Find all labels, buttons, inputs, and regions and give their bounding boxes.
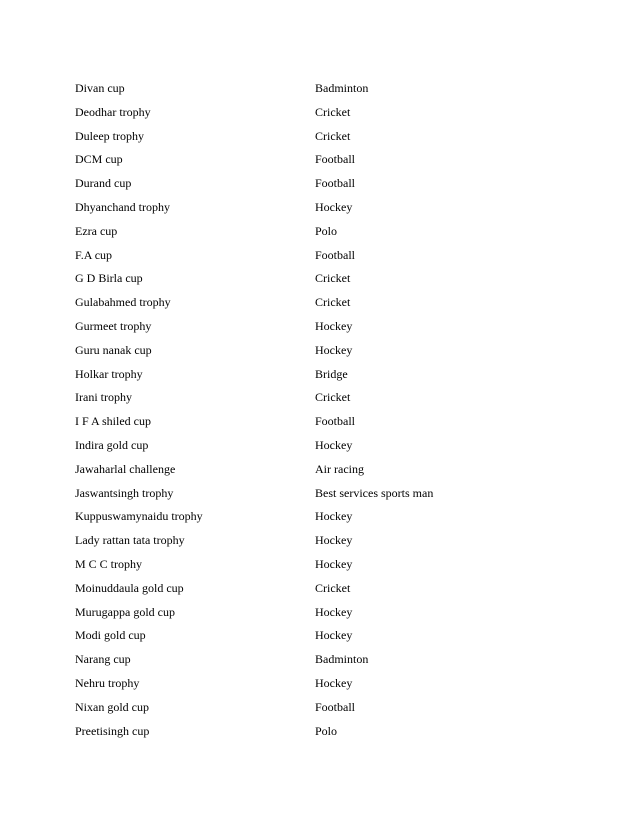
table-row [75,648,495,672]
trophy-name: M C C trophy [75,556,143,571]
sport-name: Badminton [315,81,369,95]
trophy-name: Holkar trophy [75,366,143,381]
table-row [75,505,495,529]
table-row [75,196,495,220]
table-row [75,363,495,387]
table-row [75,339,495,363]
trophy-name: Jawaharlal challenge [75,461,176,476]
table-row [75,220,495,244]
trophy-name: F.A cup [75,247,113,262]
trophy-name: Ezra cup [75,223,118,238]
trophy-name: Gulabahmed trophy [75,295,171,310]
trophy-name: Guru nanak cup [75,342,152,357]
trophy-name: Deodhar trophy [75,104,151,119]
sport-name: Cricket [315,390,351,405]
sport-name: Cricket [315,128,351,143]
trophy-name: Lady rattan tata trophy [75,533,185,548]
table-row [75,172,495,196]
sport-name: Football [315,247,356,262]
table-row [75,291,495,315]
sport-name: Hockey [315,604,353,619]
trophy-name: Nixan gold cup [75,699,149,714]
trophy-name: DCM cup [75,152,123,167]
table-row [75,77,495,101]
sport-name: Polo [315,723,338,738]
trophy-name: Irani trophy [75,390,132,405]
sport-name: Badminton [315,652,369,667]
table-row [75,577,495,601]
sport-name: Hockey [315,199,353,214]
trophy-name: Gurmeet trophy [75,318,152,333]
table-row [75,672,495,696]
table-row [75,267,495,291]
table-row [75,386,495,410]
table-row [75,148,495,172]
sport-name: Polo [315,223,338,238]
trophy-name: Moinuddaula gold cup [75,580,184,595]
table-row [75,624,495,648]
trophy-name: I F A shiled cup [75,414,152,429]
trophy-name: Nehru trophy [75,675,140,690]
sport-name: Football [315,699,356,714]
sport-name: Hockey [315,342,353,357]
table-row [75,482,495,506]
trophy-name: Narang cup [75,652,131,667]
sport-name: Football [315,152,356,167]
table-row [75,601,495,625]
table-row [75,244,495,268]
trophy-name: Preetisingh cup [75,723,150,738]
table-row [75,125,495,149]
trophy-name: Divan cup [75,81,125,95]
trophy-name: G D Birla cup [75,271,143,286]
sport-name: Best services sports man [315,485,434,500]
trophy-name: Dhyanchand trophy [75,199,170,214]
sport-name: Cricket [315,104,351,119]
table-row [75,101,495,125]
trophy-name: Modi gold cup [75,628,146,643]
table-row [75,529,495,553]
trophy-name: Jaswantsingh trophy [75,485,174,500]
sport-name: Hockey [315,533,353,548]
sport-name: Football [315,414,356,429]
sport-name: Bridge [315,366,348,381]
trophy-name: Indira gold cup [75,437,149,452]
sport-name: Hockey [315,437,353,452]
sport-name: Hockey [315,628,353,643]
trophy-name: Durand cup [75,176,132,191]
trophy-name: Kuppuswamynaidu trophy [75,509,203,524]
sport-name: Hockey [315,556,353,571]
sport-name: Air racing [315,461,364,476]
trophy-sport-table [75,77,495,743]
table-row [75,720,495,744]
table-row [75,434,495,458]
sport-name: Cricket [315,295,351,310]
table-row [75,410,495,434]
sport-name: Cricket [315,580,351,595]
trophy-name: Murugappa gold cup [75,604,175,619]
table-row [75,315,495,339]
sport-name: Hockey [315,318,353,333]
table-row [75,696,495,720]
sport-name: Football [315,176,356,191]
sport-name: Cricket [315,271,351,286]
table-row [75,458,495,482]
sport-name: Hockey [315,675,353,690]
sport-name: Hockey [315,509,353,524]
trophy-name: Duleep trophy [75,128,144,143]
table-row [75,553,495,577]
